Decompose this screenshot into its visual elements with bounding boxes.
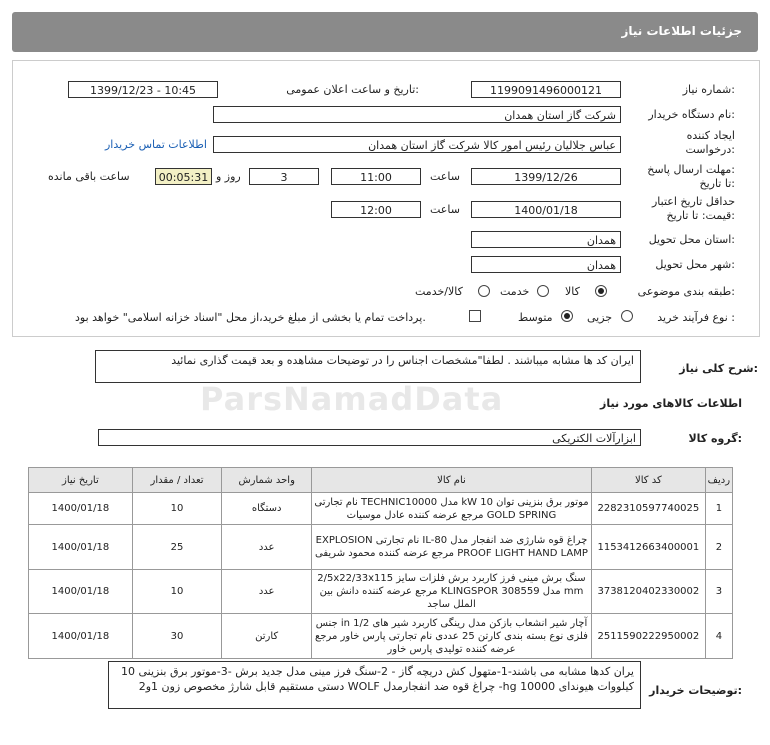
- treasury-payment-checkbox[interactable]: [469, 310, 481, 322]
- watermark-text: ParsNamadData: [200, 380, 504, 418]
- process-medium-label: متوسط: [518, 311, 553, 324]
- deadline-date-field: 1399/12/26: [471, 168, 621, 185]
- table-row: [29, 570, 733, 614]
- deadline-time-field: 11:00: [331, 168, 421, 185]
- category-service-radio[interactable]: [537, 285, 549, 297]
- remaining-time-field: 00:05:31: [155, 168, 212, 185]
- col-item-code: کد کالا: [591, 468, 705, 493]
- validity-label: حداقل تاریخ اعتبار: [651, 195, 735, 208]
- deadline-time-label: ساعت: [430, 170, 460, 183]
- item-code-cell: 2511590222950002: [591, 614, 705, 659]
- item-name-cell: موتور برق بنزینی توان 10 kW مدل TECHNIC10000 نام تجارتی GOLD SPRING مرجع عرضه کننده عادل موسیات: [311, 493, 591, 525]
- need-details-panel: [12, 60, 760, 337]
- creator-label-2: درخواست:: [685, 143, 735, 156]
- table-header-row: [29, 468, 733, 493]
- col-row-index: ردیف: [705, 468, 732, 493]
- need-number-label: شماره نیاز:: [682, 83, 735, 96]
- col-need-date: تاریخ نیاز: [29, 468, 133, 493]
- unit-cell: دستگاه: [222, 493, 312, 525]
- quantity-cell: 30: [132, 614, 222, 659]
- row-index-cell: 4: [705, 614, 732, 659]
- validity-time-field: 12:00: [331, 201, 421, 218]
- category-goods-radio[interactable]: [595, 285, 607, 297]
- creator-field: عباس جلالیان رئیس امور کالا شرکت گاز استان همدان: [213, 136, 621, 153]
- item-name-cell: سنگ برش مینی فرز کاربرد برش فلزات سایز 2/5x22/33x115 mm مدل 308559 KLINGSPOR مرجع عرضه کننده دانش بین الملل ساجد: [311, 570, 591, 614]
- unit-cell: کارتن: [222, 614, 312, 659]
- unit-cell: عدد: [222, 570, 312, 614]
- category-both-label: کالا/خدمت: [415, 285, 463, 298]
- item-name-cell: آچار شیر انشعاب بازکن مدل رینگی کاربرد شیر های 1/2 in جنس فلزی نوع بسته بندی کارتن 25 عددی نام تجارتی پارس خاور مرجع عرضه کننده تولیدی پارس خاور: [311, 614, 591, 659]
- goods-group-field: ابزارآلات الکتریکی: [98, 429, 641, 446]
- process-partial-label: جزیی: [587, 311, 613, 324]
- item-name-cell: چراغ قوه شارژی ضد انفجار مدل IL-80 نام تجارتی EXPLOSION PROOF LIGHT HAND LAMP مرجع عرضه کننده محمود شریفی: [311, 525, 591, 570]
- goods-table: [28, 467, 733, 659]
- row-index-cell: 1: [705, 493, 732, 525]
- process-label: نوع فرآیند خرید :: [657, 311, 735, 324]
- summary-text: ایران کد ها مشابه میباشند . لطفا"مشخصات اجناس را در توضیحات مشاهده و بعد قیمت گذاری نمائید: [95, 350, 641, 383]
- table-row: [29, 525, 733, 570]
- province-label: استان محل تحویل:: [648, 233, 735, 246]
- days-field: 3: [249, 168, 319, 185]
- province-field: همدان: [471, 231, 621, 248]
- quantity-cell: 25: [132, 525, 222, 570]
- col-unit: واحد شمارش: [222, 468, 312, 493]
- category-both-radio[interactable]: [478, 285, 490, 297]
- item-code-cell: 3738120402330002: [591, 570, 705, 614]
- treasury-payment-label: پرداخت تمام یا بخشی از مبلغ خرید،از محل "اسناد خزانه اسلامی" خواهد بود.: [75, 311, 426, 324]
- validity-label-2: قیمت: تا تاریخ:: [666, 209, 735, 222]
- table-row: [29, 493, 733, 525]
- page-title: جزئیات اطلاعات نیاز: [621, 24, 742, 38]
- creator-label: ایجاد کننده: [686, 129, 735, 142]
- validity-time-label: ساعت: [430, 203, 460, 216]
- buyer-notes-text: یران کدها مشابه می باشند-1-متهول کش دریچه گاز - 2-سنگ فرز مینی مدل جدید برش -3-موتور برق بنزینی 10 کیلووات هیوندای 10000 hg- چراغ قوه ضد انفجارمدل WOLF دستی مستقیم قابل شارژ مخصوص زون 1و2: [108, 661, 641, 709]
- item-code-cell: 2282310597740025: [591, 493, 705, 525]
- need-date-cell: 1400/01/18: [29, 493, 133, 525]
- summary-label: شرح کلی نیاز:: [679, 362, 758, 375]
- col-item-name: نام کالا: [311, 468, 591, 493]
- goods-group-label: گروه کالا:: [688, 432, 742, 445]
- buyer-org-label: نام دستگاه خریدار:: [648, 108, 735, 121]
- row-index-cell: 2: [705, 525, 732, 570]
- process-partial-radio[interactable]: [621, 310, 633, 322]
- validity-date-field: 1400/01/18: [471, 201, 621, 218]
- need-date-cell: 1400/01/18: [29, 614, 133, 659]
- city-label: شهر محل تحویل:: [655, 258, 735, 271]
- need-number-field: 1199091496000121: [471, 81, 621, 98]
- remaining-label: ساعت باقی مانده: [48, 170, 130, 183]
- quantity-cell: 10: [132, 493, 222, 525]
- unit-cell: عدد: [222, 525, 312, 570]
- quantity-cell: 10: [132, 570, 222, 614]
- item-code-cell: 1153412663400001: [591, 525, 705, 570]
- city-field: همدان: [471, 256, 621, 273]
- need-date-cell: 1400/01/18: [29, 570, 133, 614]
- deadline-label-2: تا تاریخ:: [699, 177, 735, 190]
- buyer-contact-link[interactable]: اطلاعات تماس خریدار: [105, 138, 207, 151]
- deadline-label: مهلت ارسال پاسخ:: [647, 163, 735, 176]
- announce-field: 1399/12/23 - 10:45: [68, 81, 218, 98]
- process-medium-radio[interactable]: [561, 310, 573, 322]
- table-row: [29, 614, 733, 659]
- announce-label: تاریخ و ساعت اعلان عمومی:: [286, 83, 419, 96]
- page-header: [12, 12, 758, 52]
- buyer-org-field: شرکت گاز استان همدان: [213, 106, 621, 123]
- buyer-notes-label: توضیحات خریدار:: [649, 684, 742, 697]
- category-service-label: خدمت: [500, 285, 530, 298]
- need-date-cell: 1400/01/18: [29, 525, 133, 570]
- category-goods-label: کالا: [565, 285, 580, 298]
- row-index-cell: 3: [705, 570, 732, 614]
- days-label: روز و: [216, 170, 241, 183]
- col-quantity: تعداد / مقدار: [132, 468, 222, 493]
- category-label: طبقه بندی موضوعی:: [637, 285, 735, 298]
- goods-section-title: اطلاعات کالاهای مورد نیاز: [600, 397, 742, 410]
